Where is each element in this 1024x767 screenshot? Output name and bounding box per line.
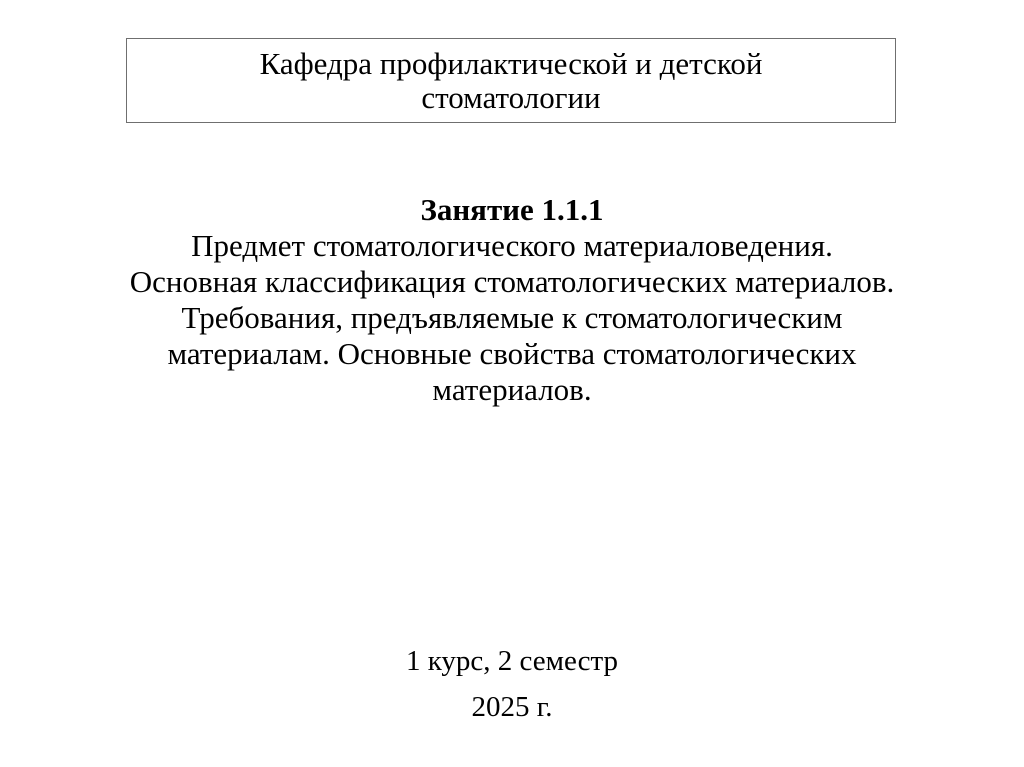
lesson-number: Занятие 1.1.1 — [420, 192, 604, 227]
lesson-topic-line-5: материалов. — [432, 372, 592, 407]
department-title-line-1: Кафедра профилактической и детской — [259, 45, 763, 81]
department-header-box — [126, 38, 896, 123]
lesson-topic-line-3: Требования, предъявляемые к стоматологическим — [181, 300, 843, 335]
lesson-topic-line-1: Предмет стоматологического материаловедения. — [191, 228, 833, 263]
department-title-line-2: стоматологии — [421, 79, 601, 115]
course-semester: 1 курс, 2 семестр — [406, 645, 618, 677]
lesson-topic-line-2: Основная классификация стоматологических материалов. — [129, 264, 895, 299]
lesson-topic-line-4: материалам. Основные свойства стоматологических — [167, 336, 857, 371]
lesson-block — [40, 192, 984, 408]
year: 2025 г. — [471, 691, 553, 723]
footer-block — [312, 644, 712, 724]
